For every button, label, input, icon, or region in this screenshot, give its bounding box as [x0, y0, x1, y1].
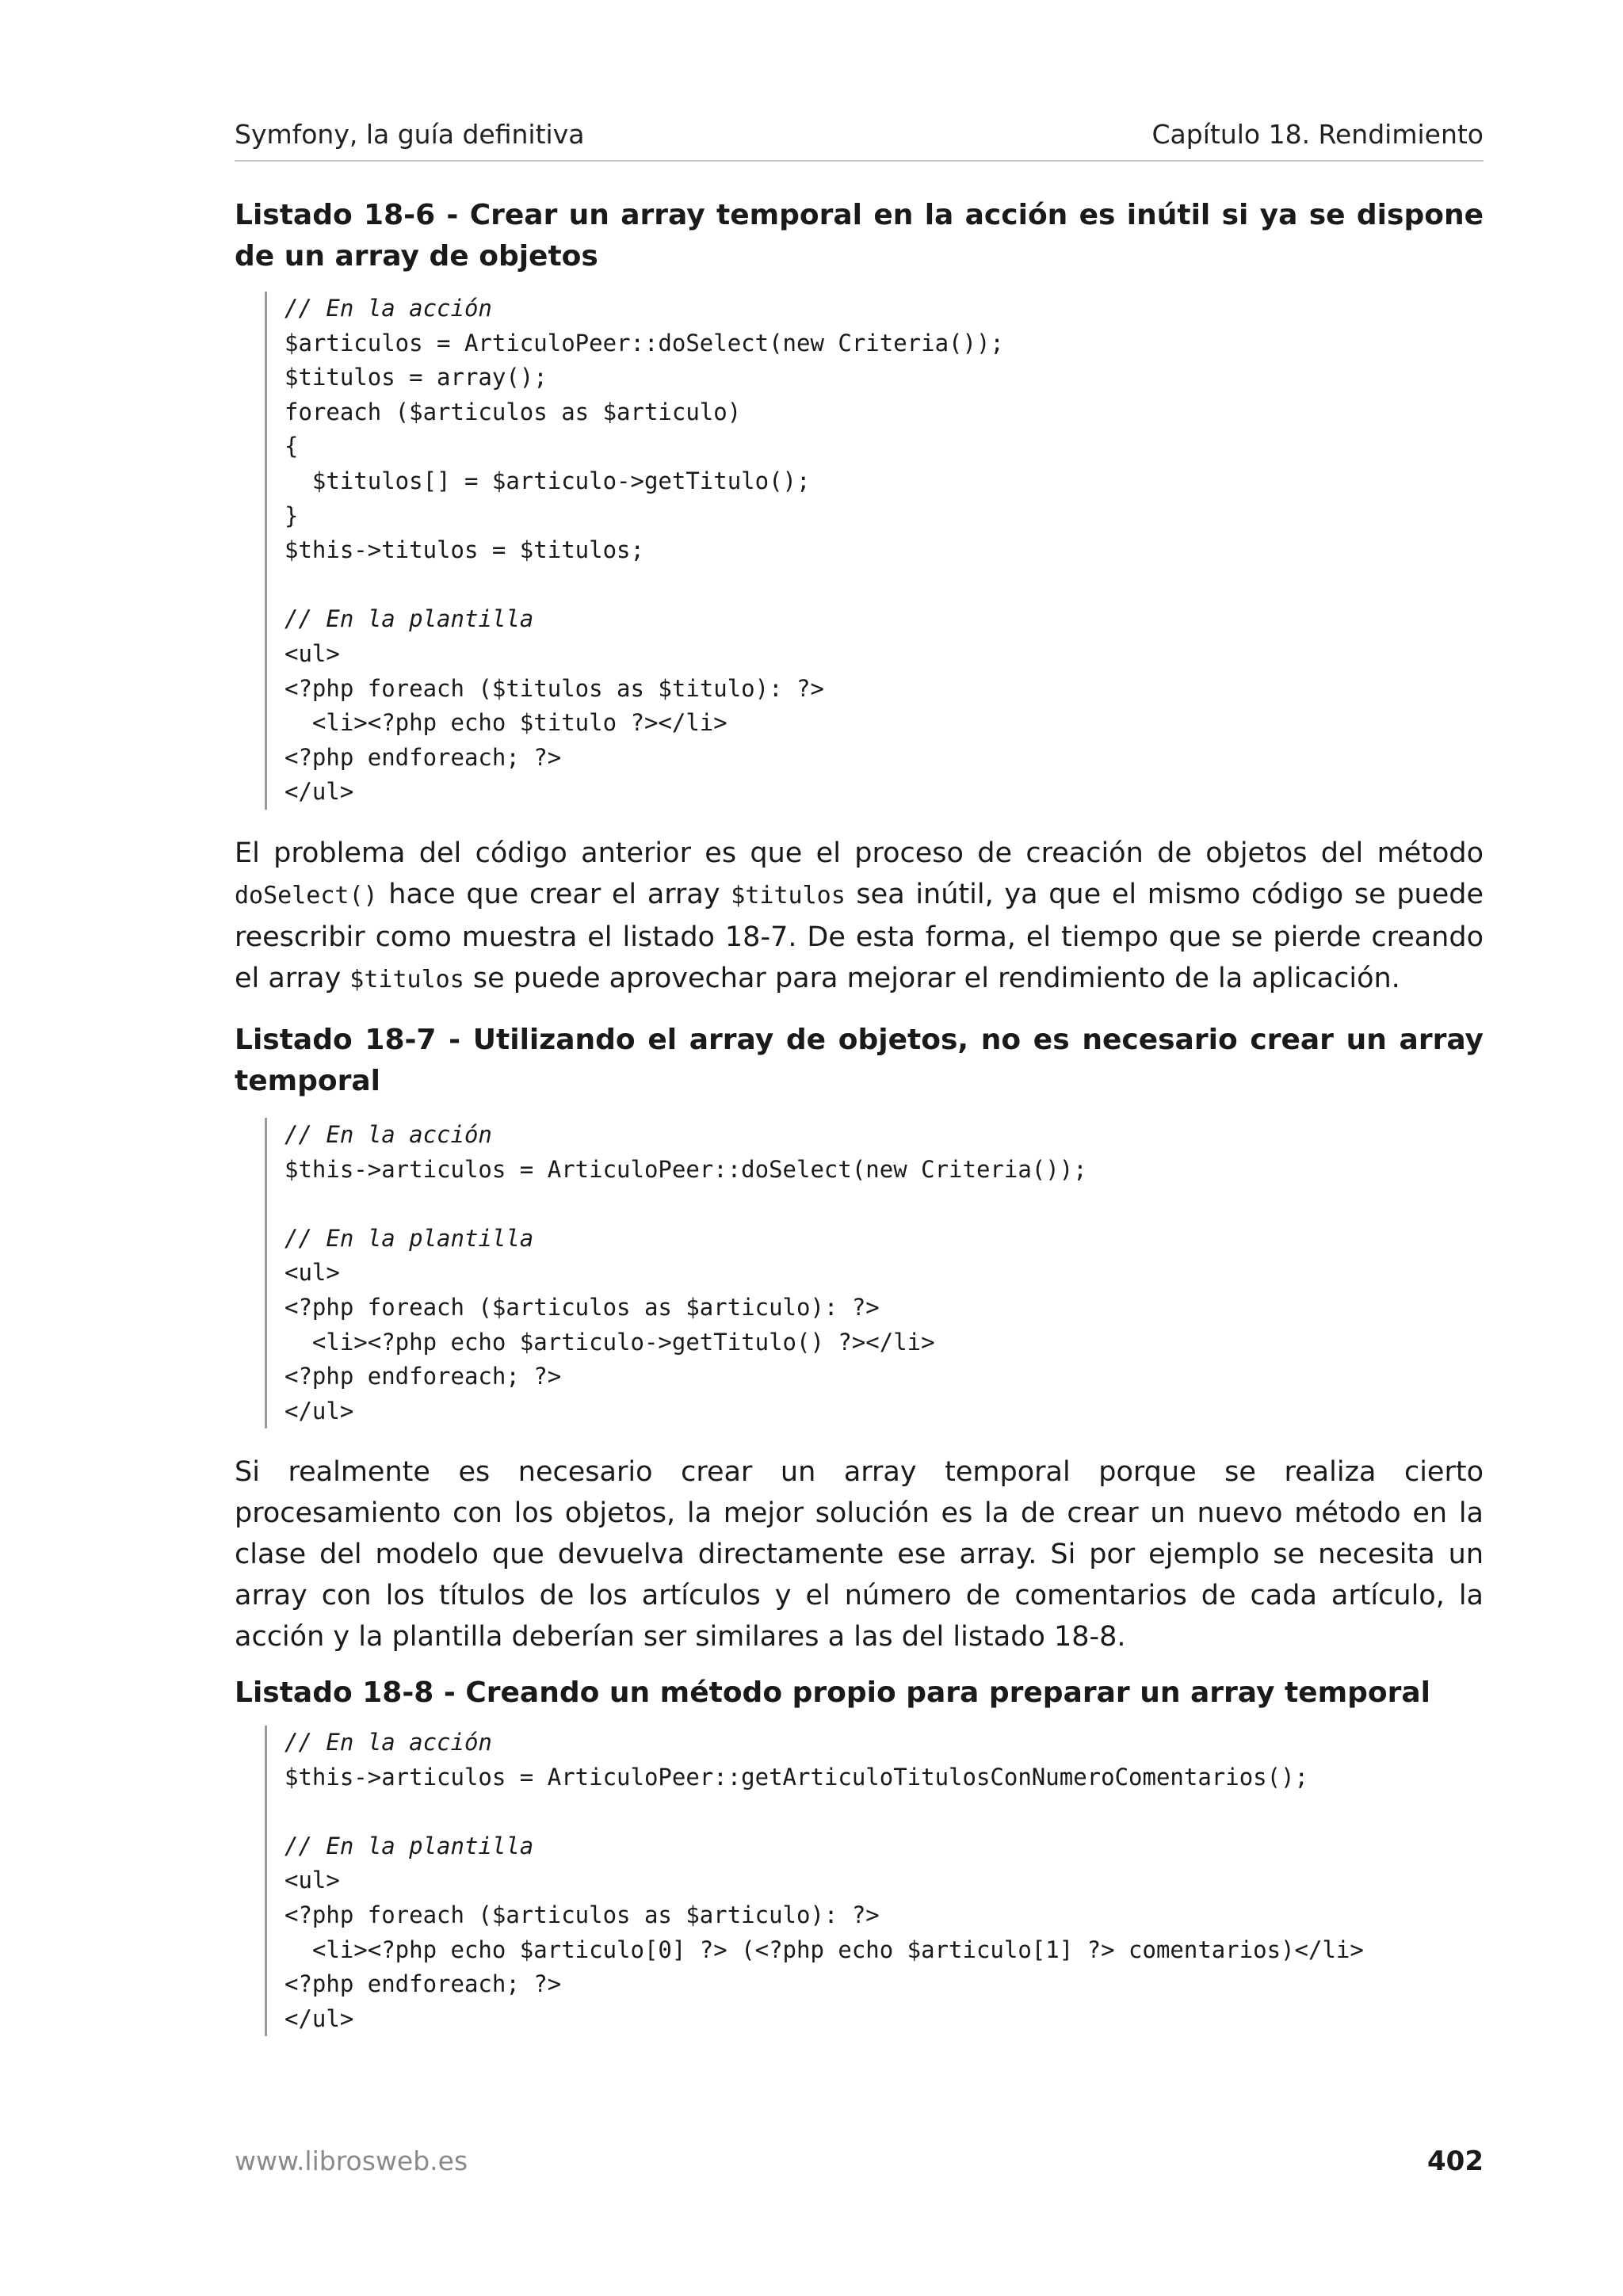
code-line: foreach ($articulos as $articulo)	[285, 398, 742, 425]
code-line: // En la acción	[285, 295, 492, 322]
code-line: }	[285, 502, 299, 529]
body-paragraph-1	[235, 833, 1484, 1001]
code-line: <?php endforeach; ?>	[285, 1363, 562, 1390]
listing-18-7-code	[265, 1118, 1087, 1428]
code-line: <?php foreach ($titulos as $titulo): ?>	[285, 674, 824, 702]
code-line: <ul>	[285, 639, 340, 667]
page-number: 402	[1427, 2145, 1484, 2177]
paragraph-text: El problema del código anterior es que el proceso de creación de objetos del método	[235, 837, 1484, 869]
code-line: $titulos[] = $articulo->getTitulo();	[285, 467, 811, 494]
listing-18-7-title: Listado 18-7 - Utilizando el array de objetos, no es necesario crear un array temporal	[235, 1024, 1484, 1097]
code-line: <li><?php echo $titulo ?></li>	[285, 709, 727, 737]
code-line: <li><?php echo $articulo[0] ?> (<?php echo $articulo[1] ?> comentarios)</li>	[285, 1936, 1364, 1963]
code-line: </ul>	[285, 2004, 354, 2032]
code-line: {	[285, 433, 299, 460]
code-line: <?php endforeach; ?>	[285, 1970, 562, 1998]
code-line: <li><?php echo $articulo->getTitulo() ?></li>	[285, 1328, 935, 1356]
inline-code: $titulos	[349, 966, 464, 994]
code-line: $articulos = ArticuloPeer::doSelect(new Criteria());	[285, 329, 1004, 357]
code-line: <?php endforeach; ?>	[285, 743, 562, 771]
code-line: <ul>	[285, 1259, 340, 1287]
code-line: </ul>	[285, 1397, 354, 1425]
paragraph-text: hace que crear el array	[377, 879, 731, 910]
code-line: $this->articulos = ArticuloPeer::doSelect(new Criteria());	[285, 1155, 1087, 1183]
code-line: // En la plantilla	[285, 1224, 534, 1252]
code-line: $titulos = array();	[285, 364, 548, 391]
code-line: $this->titulos = $titulos;	[285, 536, 644, 564]
code-line: <ul>	[285, 1867, 340, 1894]
chapter-title: Capítulo 18. Rendimiento	[1151, 119, 1484, 150]
website-link[interactable]: www.librosweb.es	[235, 2145, 468, 2176]
listing-18-8-code	[265, 1726, 1364, 2036]
code-line: <?php foreach ($articulos as $articulo): ?>	[285, 1901, 880, 1928]
listing-18-6-code	[265, 292, 1004, 810]
listing-18-6-title: Listado 18-6 - Crear un array temporal en la acción es inútil si ya se dispone de un array de objetos	[235, 199, 1484, 273]
paragraph-text: sea inútil, ya que el mismo código se puede reescribir como muestra el listado 18-7. De esta forma, el tiempo que se pierde creando el array	[235, 879, 1484, 994]
listing-18-8-title: Listado 18-8 - Creando un método propio para preparar un array temporal	[235, 1676, 1430, 1709]
inline-code: doSelect()	[235, 882, 378, 910]
code-line: // En la plantilla	[285, 605, 534, 633]
page-footer	[235, 2145, 1484, 2183]
code-line	[285, 1794, 1364, 1829]
book-title: Symfony, la guía definitiva	[235, 119, 585, 150]
code-line: // En la plantilla	[285, 1832, 534, 1859]
code-line	[285, 568, 1004, 603]
code-line: <?php foreach ($articulos as $articulo): ?>	[285, 1293, 880, 1321]
code-line: // En la acción	[285, 1729, 492, 1756]
body-paragraph-2: Si realmente es necesario crear un array temporal porque se realiza cierto procesamiento con los objetos, la mejor solución es la de crear un nuevo método en la clase del modelo que devuelva directamente ese array. Si por ejemplo se necesita un array con los títulos de los artículos y el número de comentarios de cada artículo, la acción y la plantilla deberían ser similares a las del listado 18-8.	[235, 1456, 1484, 1653]
code-line: </ul>	[285, 778, 354, 806]
paragraph-text: se puede aprovechar para mejorar el rendimiento de la aplicación.	[464, 963, 1400, 994]
code-line	[285, 1187, 1087, 1222]
page-header	[235, 119, 1484, 162]
code-line: $this->articulos = ArticuloPeer::getArticuloTitulosConNumeroComentarios();	[285, 1763, 1309, 1791]
inline-code: $titulos	[731, 882, 846, 910]
code-line: // En la acción	[285, 1121, 492, 1148]
